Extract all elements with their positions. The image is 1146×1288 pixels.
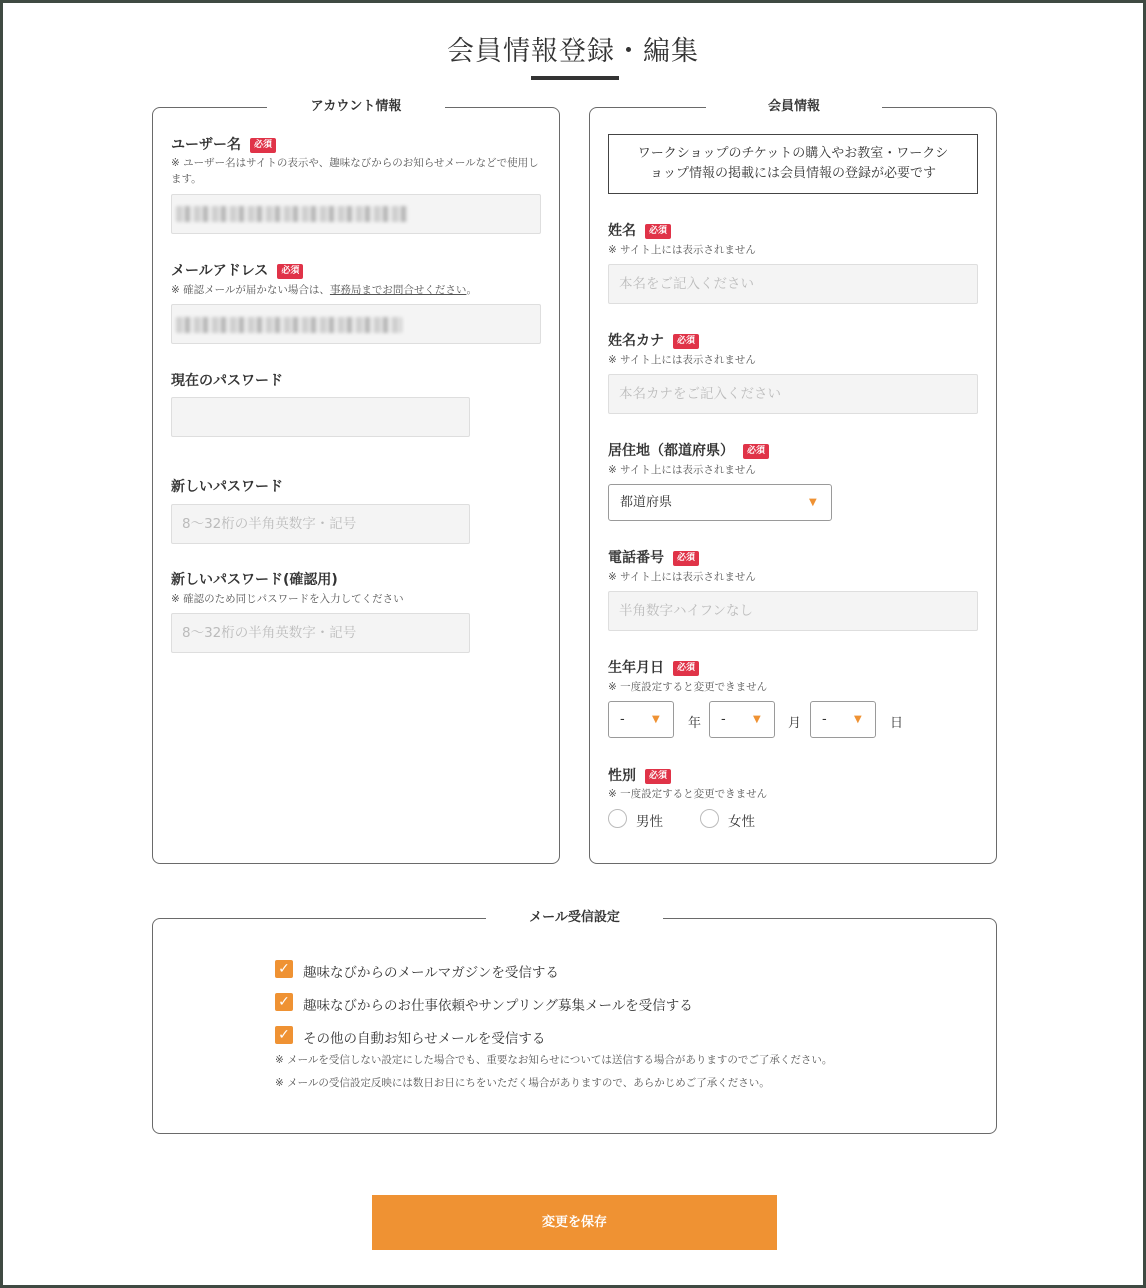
- phone-label: [608, 547, 699, 567]
- birthdate-label: [608, 657, 699, 677]
- confirm-password-input[interactable]: [171, 613, 470, 653]
- job-request-label[interactable]: 趣味なびからのお仕事依頼やサンプリング募集メールを受信する: [303, 998, 693, 1014]
- chevron-down-icon: ▼: [753, 714, 761, 725]
- confirm-password-label: 新しいパスワード(確認用): [171, 572, 338, 588]
- prefecture-label: [608, 440, 769, 460]
- birth-month-value: -: [721, 712, 726, 727]
- username-note: ※ ユーザー名はサイトの表示や、趣味なびからのお知らせメールなどで使用します。: [171, 157, 539, 185]
- birth-month-select[interactable]: [709, 701, 775, 738]
- member-legend: 会員情報: [706, 98, 882, 116]
- required-badge: 必須: [250, 138, 276, 153]
- auto-notice-label[interactable]: その他の自動お知らせメールを受信する: [303, 1031, 546, 1047]
- required-badge: 必須: [645, 769, 671, 784]
- phone-input[interactable]: [608, 591, 978, 631]
- page-title: 会員情報登録・編集: [447, 36, 699, 67]
- new-password-input[interactable]: [171, 504, 470, 544]
- chevron-down-icon: ▼: [809, 497, 817, 508]
- year-unit: 年: [688, 716, 702, 731]
- title-underline: [531, 76, 619, 80]
- kana-label-text: 姓名カナ: [608, 333, 664, 349]
- required-badge: 必須: [277, 264, 303, 279]
- email-input[interactable]: [171, 304, 541, 344]
- birth-day-value: -: [822, 712, 827, 727]
- username-value-blurred: [176, 206, 408, 222]
- month-unit: 月: [788, 716, 802, 731]
- email-note-suffix: 。: [466, 284, 477, 296]
- gender-note: ※ 一度設定すると変更できません: [608, 788, 768, 800]
- birth-year-value: -: [620, 712, 625, 727]
- current-password-input[interactable]: [171, 397, 470, 437]
- day-unit: 日: [890, 716, 904, 731]
- prefecture-select[interactable]: [608, 484, 832, 521]
- member-notice-box: [608, 134, 978, 194]
- confirm-password-note: ※ 確認のため同じパスワードを入力してください: [171, 593, 404, 605]
- name-note: ※ サイト上には表示されません: [608, 244, 756, 256]
- birthdate-note: ※ 一度設定すると変更できません: [608, 681, 768, 693]
- gender-female-label[interactable]: 女性: [728, 814, 755, 830]
- username-label-text: ユーザー名: [171, 137, 241, 153]
- current-password-label: 現在のパスワード: [171, 373, 283, 389]
- chevron-down-icon: ▼: [854, 714, 862, 725]
- birth-day-select[interactable]: [810, 701, 876, 738]
- mail-magazine-checkbox[interactable]: ✓: [275, 960, 293, 978]
- required-badge: 必須: [743, 444, 769, 459]
- gender-label-text: 性別: [608, 768, 636, 784]
- required-badge: 必須: [645, 224, 671, 239]
- kana-input[interactable]: [608, 374, 978, 414]
- required-badge: 必須: [673, 334, 699, 349]
- chevron-down-icon: ▼: [652, 714, 660, 725]
- kana-note: ※ サイト上には表示されません: [608, 354, 756, 366]
- account-legend: アカウント情報: [267, 98, 445, 116]
- gender-male-radio[interactable]: [608, 809, 627, 828]
- birthdate-label-text: 生年月日: [608, 660, 664, 676]
- email-label-text: メールアドレス: [171, 263, 269, 279]
- required-badge: 必須: [673, 551, 699, 566]
- mail-settings-legend: メール受信設定: [486, 909, 663, 927]
- kana-label: [608, 330, 699, 350]
- gender-label: [608, 765, 671, 785]
- email-note: [171, 282, 551, 298]
- auto-notice-checkbox[interactable]: ✓: [275, 1026, 293, 1044]
- email-note-prefix: ※ 確認メールが届かない場合は、: [171, 284, 330, 296]
- mail-magazine-label[interactable]: 趣味なびからのメールマガジンを受信する: [303, 965, 559, 981]
- email-label: [171, 260, 303, 280]
- prefecture-select-value: 都道府県: [620, 495, 673, 510]
- save-button[interactable]: 変更を保存: [372, 1195, 777, 1250]
- username-input[interactable]: [171, 194, 541, 234]
- notice-line-1: ワークショップのチケットの購入やお教室・ワークシ: [637, 146, 949, 161]
- job-request-checkbox[interactable]: ✓: [275, 993, 293, 1011]
- prefecture-note: ※ サイト上には表示されません: [608, 464, 756, 476]
- gender-female-radio[interactable]: [700, 809, 719, 828]
- required-badge: 必須: [673, 661, 699, 676]
- mail-note-2: ※ メールの受信設定反映には数日お日にちをいただく場合がありますので、あらかじめご了承ください。: [275, 1077, 770, 1089]
- mail-note-1: ※ メールを受信しない設定にした場合でも、重要なお知らせについては送信する場合がありますのでご了承ください。: [275, 1054, 833, 1066]
- name-input[interactable]: [608, 264, 978, 304]
- phone-note: ※ サイト上には表示されません: [608, 571, 756, 583]
- name-label: [608, 220, 671, 240]
- new-password-label: 新しいパスワード: [171, 479, 283, 495]
- name-label-text: 姓名: [608, 223, 636, 239]
- phone-label-text: 電話番号: [608, 550, 664, 566]
- username-label: [171, 134, 276, 154]
- birth-year-select[interactable]: [608, 701, 674, 738]
- email-value-blurred: [176, 317, 402, 333]
- page: [3, 3, 1143, 1285]
- contact-office-link[interactable]: 事務局までお問合せください: [329, 284, 467, 296]
- gender-male-label[interactable]: 男性: [636, 814, 663, 830]
- prefecture-label-text: 居住地（都道府県）: [608, 443, 734, 459]
- notice-line-2: ョップ情報の掲載には会員情報の登録が必要です: [649, 166, 936, 181]
